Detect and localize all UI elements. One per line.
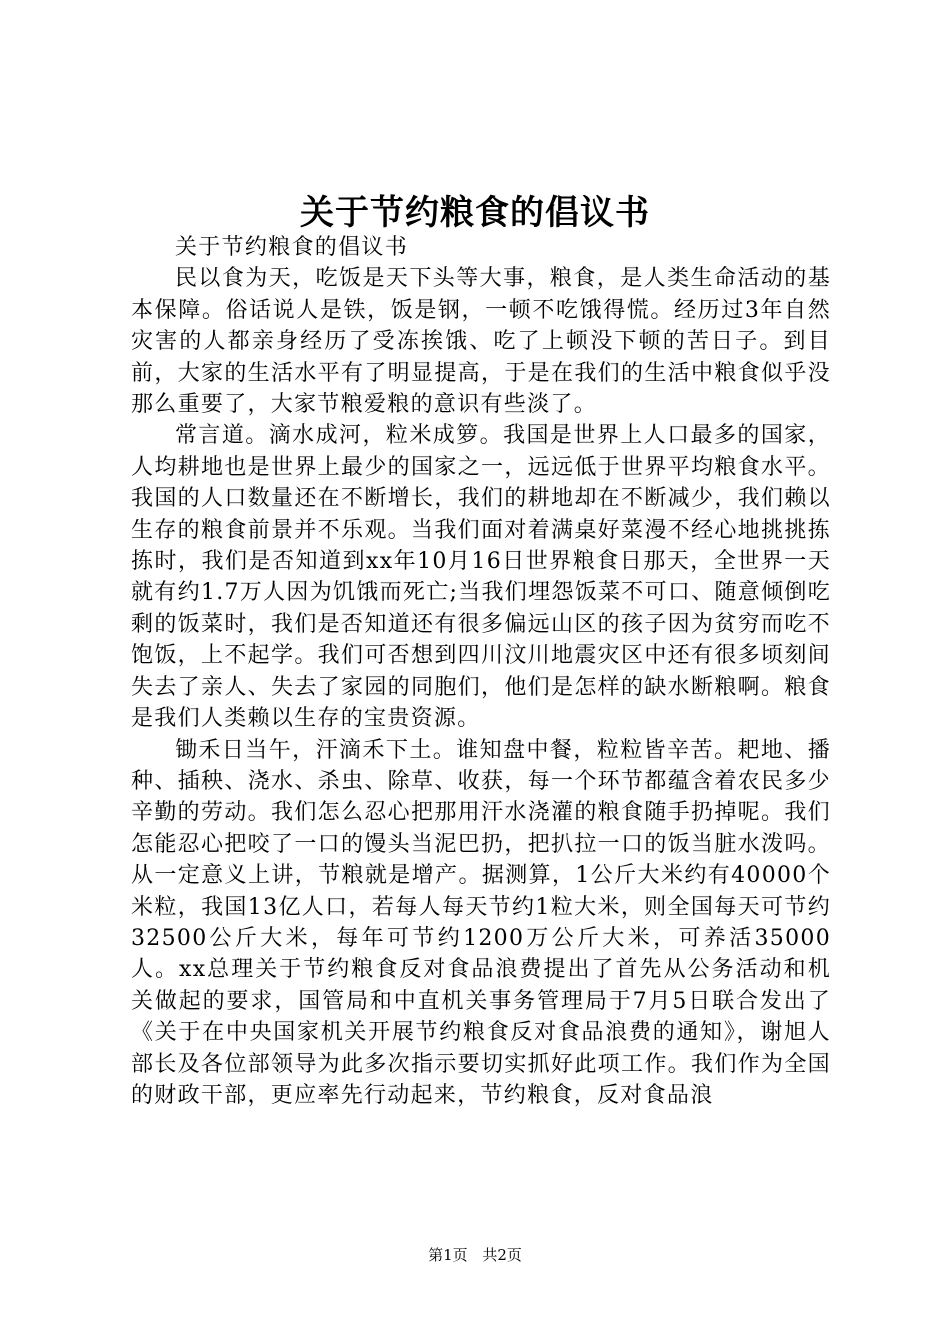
page-number: 第1页 — [428, 1246, 468, 1264]
paragraph-subtitle: 关于节约粮食的倡议书 — [175, 235, 409, 260]
document-body — [131, 232, 831, 1111]
page-footer — [0, 1244, 950, 1265]
page-total: 共2页 — [482, 1246, 522, 1264]
paragraph-3: 锄禾日当午，汗滴禾下土。谁知盘中餐，粒粒皆辛苦。耙地、播种、插秧、浇水、杀虫、除草、收获，每一个环节都蕴含着农民多少辛勤的劳动。我们怎么忍心把那用汗水浇灌的粮食随手扔掉呢。我们怎能忍心把咬了一口的馒头当泥巴扔，把扒拉一口的饭当脏水泼吗。从一定意义上讲，节粮就是增产。据测算，1公斤大米约有40000个米粒，我国13亿人口，若每人每天节约1粒大米，则全国每天可节约32500公斤大米，每年可节约1200万公斤大米，可养活35000人。xx总理关于节约粮食反对食品浪费提出了首先从公务活动和机关做起的要求，国管局和中直机关事务管理局于7月5日联合发出了《关于在中央国家机关开展节约粮食反对食品浪费的通知》，谢旭人部长及各位部领导为此多次指示要切实抓好此项工作。我们作为全国的财政干部，更应率先行动起来，节约粮食，反对食品浪 — [131, 737, 831, 1108]
paragraph-1: 民以食为天，吃饭是天下头等大事，粮食，是人类生命活动的基本保障。俗话说人是铁，饭是钢，一顿不吃饿得慌。经历过3年自然灾害的人都亲身经历了受冻挨饿、吃了上顿没下顿的苦日子。到目前，大家的生活水平有了明显提高，于是在我们的生活中粮食似乎没那么重要了，大家节粮爱粮的意识有些淡了。 — [131, 266, 831, 418]
paragraph-2: 常言道。滴水成河，粒米成箩。我国是世界上人口最多的国家，人均耕地也是世界上最少的国家之一，远远低于世界平均粮食水平。我国的人口数量还在不断增长，我们的耕地却在不断减少，我们赖以生存的粮食前景并不乐观。当我们面对着满桌好菜漫不经心地挑挑拣拣时，我们是否知道到xx年10月16日世界粮食日那天，全世界一天就有约1.7万人因为饥饿而死亡;当我们埋怨饭菜不可口、随意倾倒吃剩的饭菜时，我们是否知道还有很多偏远山区的孩子因为贫穷而吃不饱饭，上不起学。我们可否想到四川汶川地震灾区中还有很多顷刻间失去了亲人、失去了家园的同胞们，他们是怎样的缺水断粮啊。粮食是我们人类赖以生存的宝贵资源。 — [131, 423, 832, 732]
document-title: 关于节约粮食的倡议书 — [300, 193, 650, 233]
